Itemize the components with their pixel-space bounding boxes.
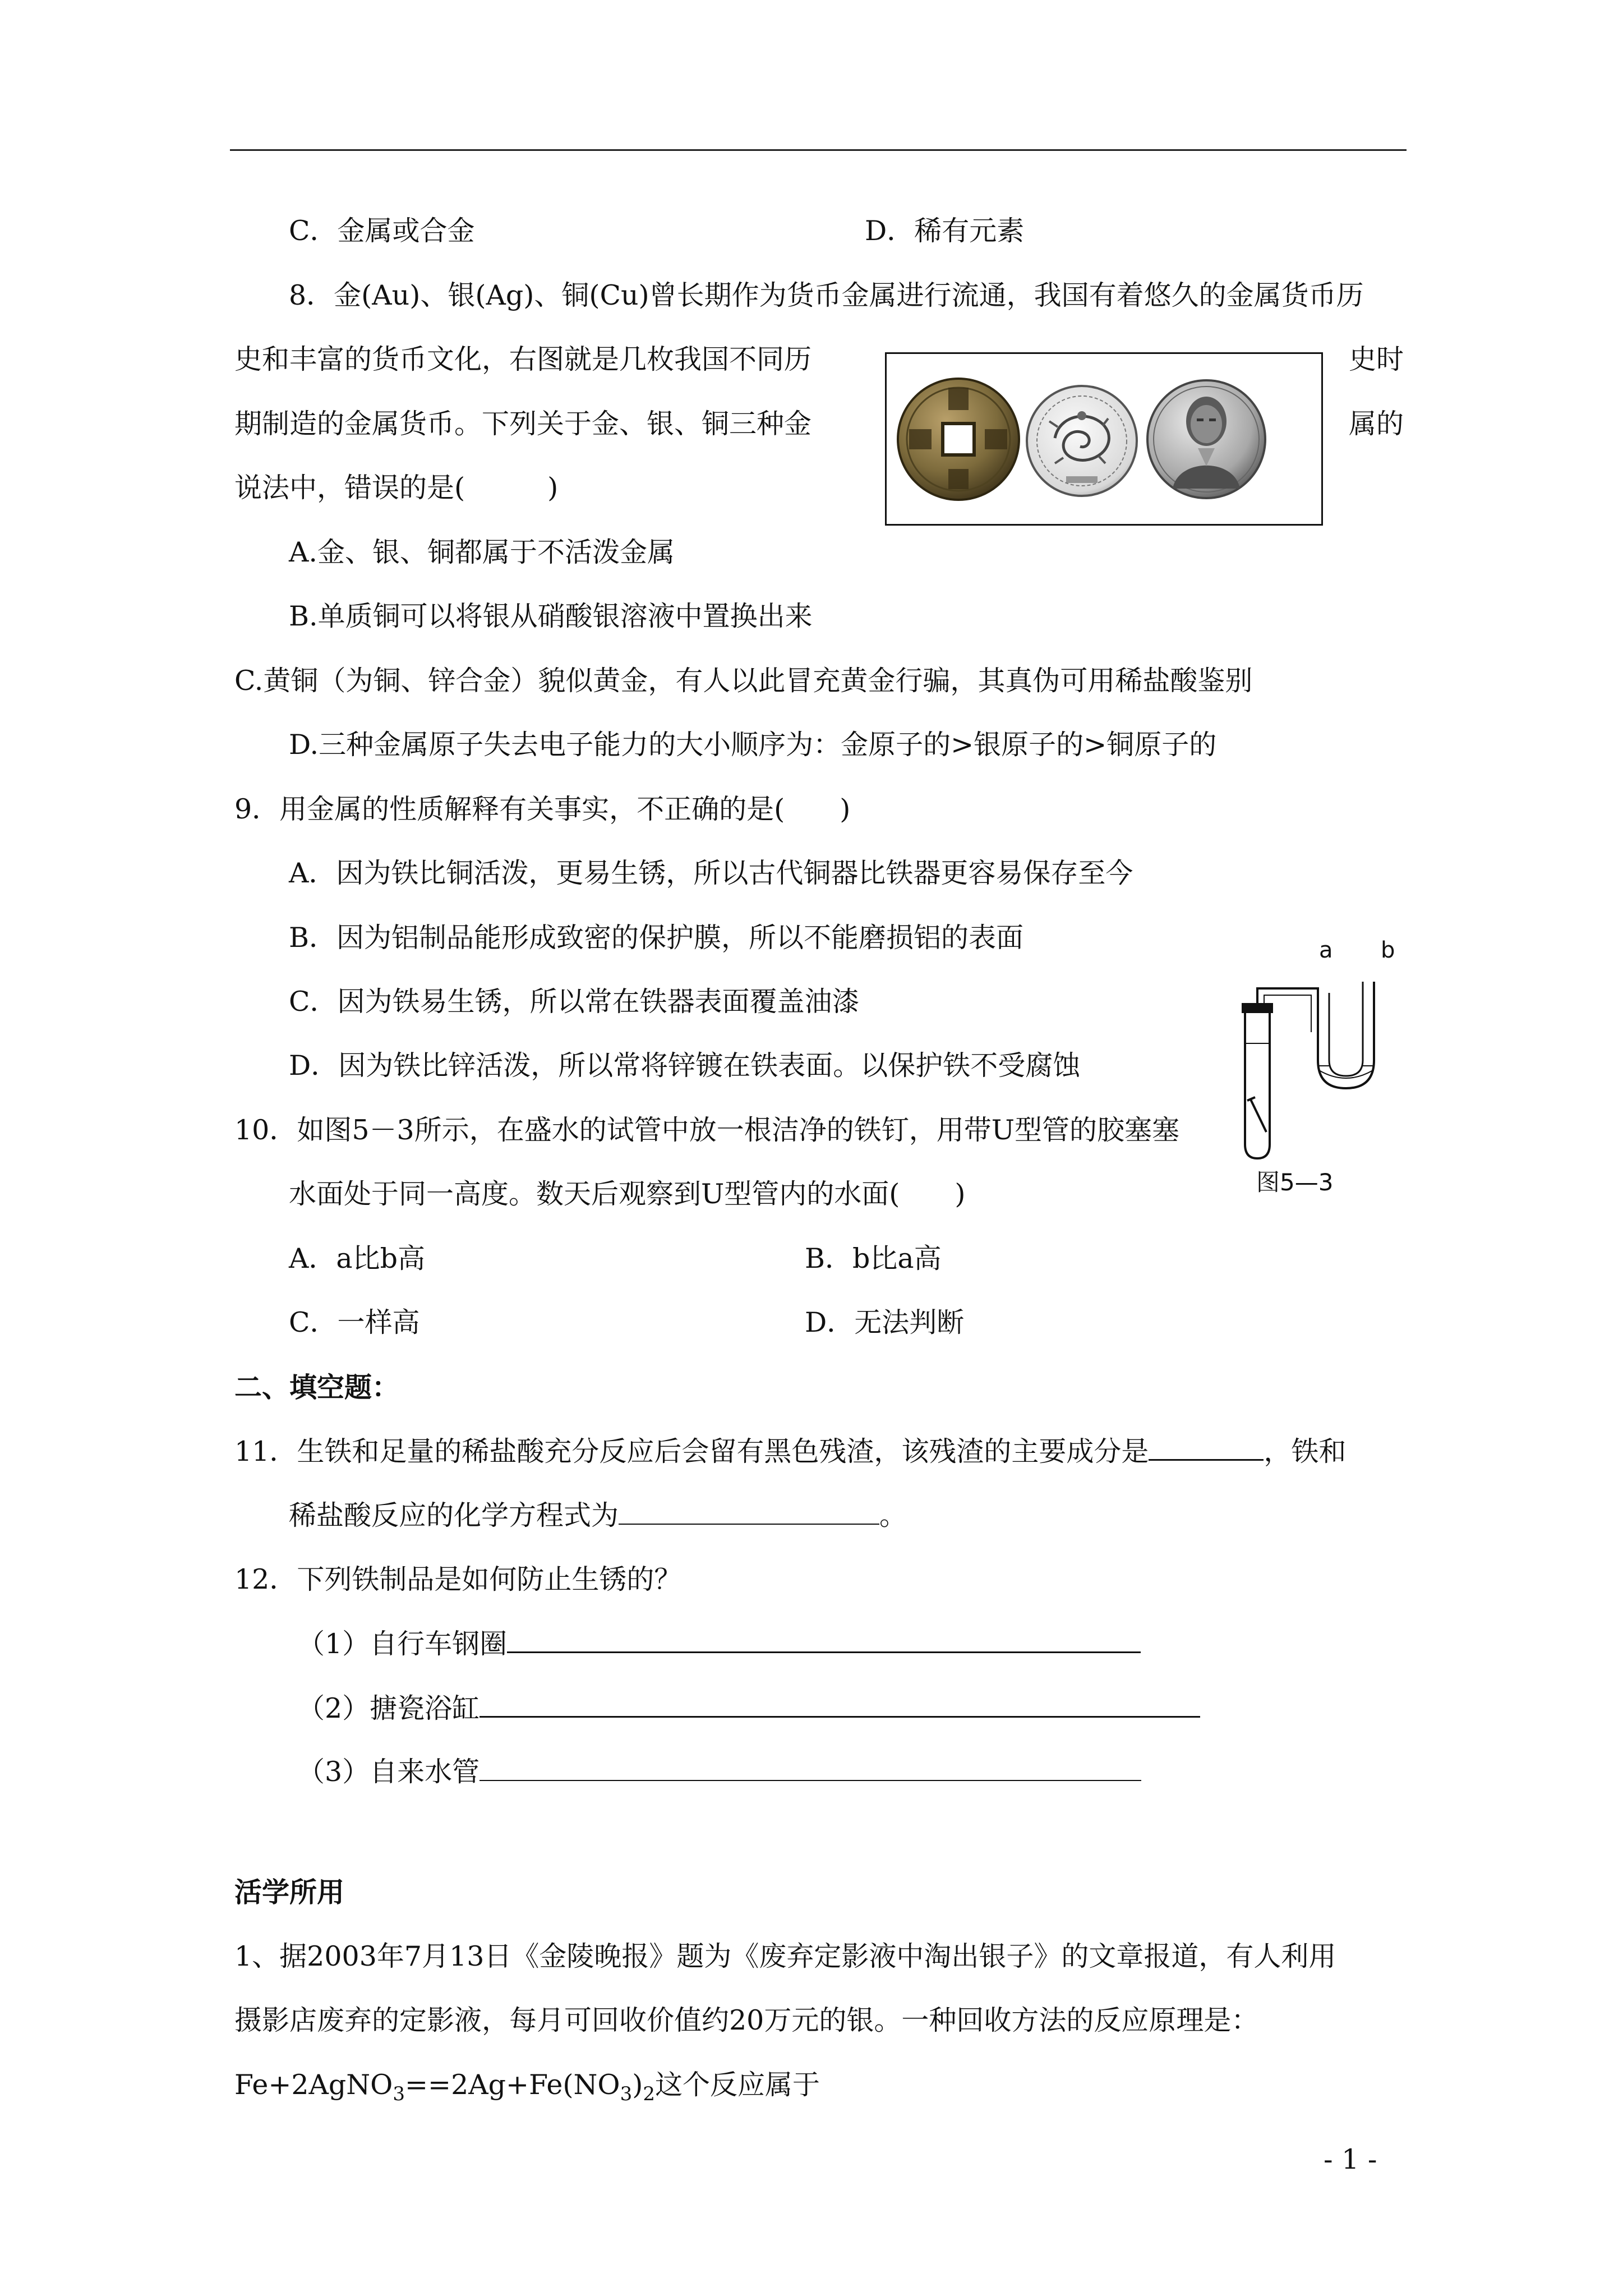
q10-option-c: C．一样高	[289, 1306, 420, 1338]
q8-option-d: D.三种金属原子失去电子能力的大小顺序为：金原子的>银原子的>铜原子的	[289, 729, 1217, 761]
eq-part-a: Fe+2AgNO	[234, 2069, 393, 2101]
u-tube-apparatus	[1234, 976, 1402, 1167]
q8-stem-line3-end: 属的	[1349, 408, 1404, 440]
q12-item2-blank[interactable]	[479, 1691, 1200, 1718]
q12-item3-blank[interactable]	[479, 1755, 1141, 1781]
q10-option-b: B．b比a高	[805, 1243, 942, 1274]
header-rule	[230, 149, 1407, 151]
eq-part-b: ==2Ag+Fe(NO	[405, 2069, 620, 2101]
q12-item3-label: （3）自来水管	[297, 1756, 480, 1788]
q12-item1-blank[interactable]	[507, 1627, 1141, 1653]
q12-item2-label: （2）搪瓷浴缸	[297, 1692, 480, 1724]
coins-illustration	[887, 354, 1321, 524]
q10-option-d: D．无法判断	[805, 1306, 965, 1338]
q9-option-d: D．因为铁比锌活泼，所以常将锌镀在铁表面。以保护铁不受腐蚀	[289, 1050, 1081, 1082]
q11-line1-end: ，铁和	[1264, 1435, 1347, 1467]
q9-stem: 9．用金属的性质解释有关事实，不正确的是( )	[234, 793, 851, 825]
q8-stem-line2-end: 史时	[1349, 343, 1404, 375]
q12-item2	[297, 1691, 1200, 1726]
q12-item3	[297, 1755, 1141, 1789]
q7-option-c: C．金属或合金	[289, 215, 475, 247]
q8-stem-line4: 说法中，错误的是( )	[234, 472, 559, 504]
page-number: - 1 -	[1324, 2143, 1377, 2175]
q7-option-d: D．稀有元素	[865, 215, 1025, 247]
fig-caption: 图5—3	[1256, 1168, 1334, 1196]
eq-sub-2: 3	[620, 2082, 633, 2105]
q9-option-b: B．因为铝制品能形成致密的保护膜，所以不能磨损铝的表面	[289, 922, 1024, 954]
q8-option-b: B.单质铜可以将银从硝酸银溶液中置换出来	[289, 600, 813, 632]
q11-line2-text: 稀盐酸反应的化学方程式为	[289, 1499, 619, 1531]
apply-line2: 摄影店废弃的定影液，每月可回收价值约20万元的银。一种回收方法的反应原理是：	[234, 2004, 1259, 2036]
section-title: 二、填空题：	[234, 1371, 400, 1404]
q12-stem: 12．下列铁制品是如何防止生锈的？	[234, 1563, 682, 1595]
q8-stem-line1: 8．金(Au)、银(Ag)、铜(Cu)曾长期作为货币金属进行流通，我国有着悠久的金属货币历	[289, 279, 1364, 311]
q10-stem-line2: 水面处于同一高度。数天后观察到U型管内的水面( )	[289, 1178, 966, 1210]
q12-item1	[297, 1627, 1141, 1661]
apply-equation	[234, 2068, 820, 2111]
q11-blank-equation[interactable]	[619, 1499, 879, 1525]
q8-stem-line3: 期制造的金属货币。下列关于金、银、铜三种金	[234, 408, 812, 440]
eq-sub-1: 3	[393, 2082, 405, 2105]
q9-option-c: C．因为铁易生锈，所以常在铁器表面覆盖油漆	[289, 986, 860, 1018]
q9-option-a: A．因为铁比铜活泼，更易生锈，所以古代铜器比铁器更容易保存至今	[289, 857, 1133, 889]
q11-line2	[289, 1499, 907, 1533]
eq-sub-3: 2	[643, 2082, 655, 2105]
q11-line1	[234, 1434, 1346, 1469]
dragon-silver-coin	[1027, 386, 1137, 496]
q12-item1-label: （1）自行车钢圈	[297, 1628, 508, 1660]
coins-figure	[885, 352, 1323, 526]
fig-label-a: a	[1319, 937, 1333, 963]
q11-line2-end: 。	[879, 1499, 907, 1531]
apply-title: 活学所用	[234, 1876, 345, 1908]
q10-option-a: A．a比b高	[289, 1243, 425, 1274]
fig-label-b: b	[1381, 937, 1395, 963]
apply-line1: 1、据2003年7月13日《金陵晚报》题为《废弃定影液中淘出银子》的文章报道，有人利用	[234, 1940, 1336, 1972]
q8-option-c: C.黄铜（为铜、锌合金）貌似黄金，有人以此冒充黄金行骗，其真伪可用稀盐酸鉴别	[234, 665, 1253, 697]
eq-part-d: 这个反应属于	[654, 2069, 820, 2101]
q8-option-a: A.金、银、铜都属于不活泼金属	[289, 536, 675, 568]
q8-stem-line2: 史和丰富的货币文化，右图就是几枚我国不同历	[234, 343, 812, 375]
portrait-silver-coin	[1147, 380, 1265, 498]
q10-stem-line1: 10．如图5－3所示，在盛水的试管中放一根洁净的铁钉，用带U型管的胶塞塞	[234, 1114, 1179, 1146]
copper-cash-coin	[898, 379, 1019, 500]
q11-line1-text: 11．生铁和足量的稀盐酸充分反应后会留有黑色残渣，该残渣的主要成分是	[234, 1435, 1149, 1467]
q11-blank-residue[interactable]	[1149, 1434, 1264, 1461]
eq-part-c: )	[632, 2069, 643, 2101]
